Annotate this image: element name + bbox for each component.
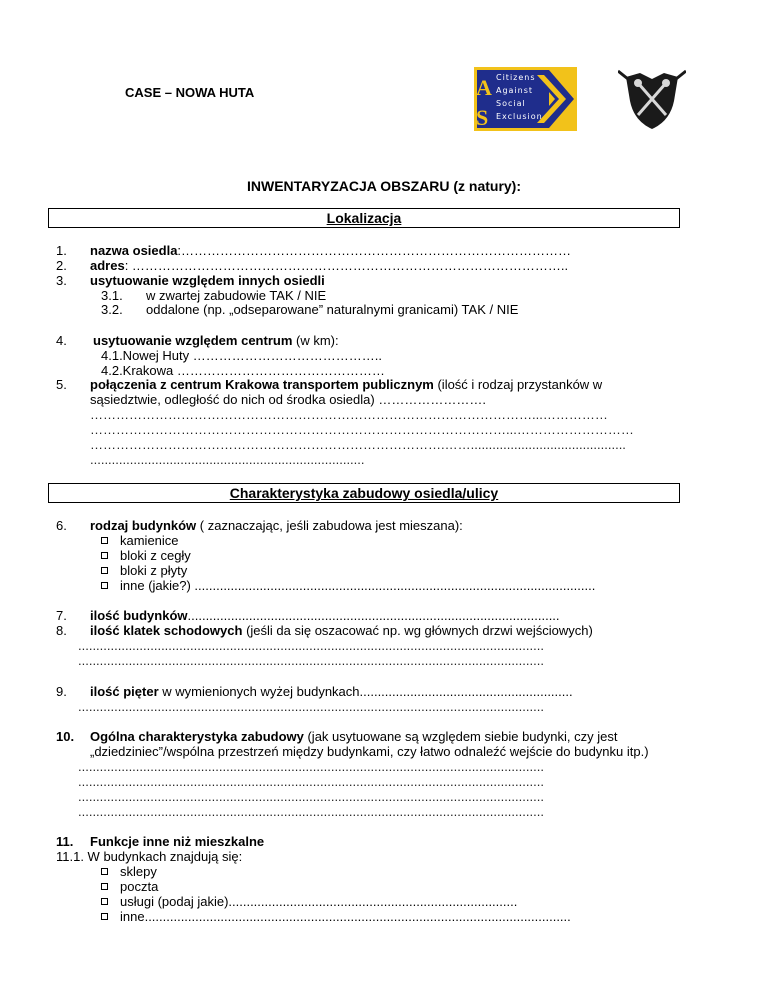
logo-word: Exclusion bbox=[496, 112, 543, 121]
checkbox-icon[interactable] bbox=[101, 868, 108, 875]
checkbox-option[interactable]: poczta bbox=[101, 879, 158, 894]
answer-line: ……………………………………………………………………………………...……………………… bbox=[90, 422, 634, 437]
section-header-lokalizacja: Lokalizacja bbox=[48, 208, 680, 228]
case-logo bbox=[474, 67, 577, 131]
answer-line: …………………………………………………………………………………………...…………… bbox=[90, 407, 608, 422]
logo-word: Social bbox=[496, 99, 526, 108]
crest-icon bbox=[618, 67, 686, 133]
subitem-krakow: 4.2.Krakowa ………………………………………… bbox=[101, 363, 385, 378]
subitem-nowa-huta: 4.1.Nowej Huty …………………………………….. bbox=[101, 348, 382, 363]
item-number: 1. bbox=[56, 243, 67, 258]
case-title: CASE – NOWA HUTA bbox=[125, 85, 255, 100]
item-funkcje: Funkcje inne niż mieszkalne bbox=[90, 834, 265, 849]
main-title: INWENTARYZACJA OBSZARU (z natury): bbox=[246, 178, 522, 194]
answer-line: ................................................................................................................................. bbox=[78, 804, 544, 819]
item-usytuowanie-centrum: usytuowanie względem centrum (w km): bbox=[93, 333, 339, 348]
svg-text:A: A bbox=[476, 75, 492, 100]
checkbox-option[interactable]: inne...................................................................................................................... bbox=[101, 909, 571, 924]
item-number: 8. bbox=[56, 623, 67, 638]
item-ogolna-line2: „dziedziniec”/wspólna przestrzeń między budynkami, czy łatwo odnaleźć wejście do budynku itp.) bbox=[90, 744, 649, 759]
item-number: 10. bbox=[56, 729, 75, 744]
item-rodzaj-budynkow: rodzaj budynków ( zaznaczając, jeśli zabudowa jest mieszana): bbox=[90, 518, 463, 533]
answer-line: ……………………………………………………………………….……........................................... bbox=[90, 437, 626, 452]
item-nazwa-osiedla: nazwa osiedla:……………………………………………………………………………… bbox=[90, 243, 572, 258]
subitem-oddalone: oddalone (np. „odseparowane” naturalnymi granicami) TAK / NIE bbox=[146, 302, 519, 317]
item-ilosc-budynkow: ilość budynków....................................................................................................... bbox=[90, 608, 560, 623]
subitem-zwarta-zabudowa: w zwartej zabudowie TAK / NIE bbox=[146, 288, 327, 303]
subitem-w-budynkach: 11.1. W budynkach znajdują się: bbox=[56, 849, 243, 864]
checkbox-option[interactable]: usługi (podaj jakie)................................................................................ bbox=[101, 894, 517, 909]
item-polaczenia-line2: sąsiedztwie, odległość do nich od środka osiedla) ……………………. bbox=[90, 392, 486, 407]
checkbox-icon[interactable] bbox=[101, 913, 108, 920]
item-ilosc-pieter: ilość pięter w wymienionych wyżej budynkach........................................................... bbox=[90, 684, 573, 699]
checkbox-icon[interactable] bbox=[101, 552, 108, 559]
answer-line: ............................................................................ bbox=[90, 452, 365, 467]
subitem-number: 3.2. bbox=[101, 302, 123, 317]
item-number: 11. bbox=[56, 834, 74, 849]
logo-word: Against bbox=[496, 86, 534, 95]
item-number: 4. bbox=[56, 333, 67, 348]
checkbox-icon[interactable] bbox=[101, 898, 108, 905]
item-adres: adres: ……………………………………………………………………………………….. bbox=[90, 258, 569, 273]
logo-word: Citizens bbox=[496, 73, 536, 82]
checkbox-option[interactable]: bloki z płyty bbox=[101, 563, 187, 578]
item-number: 9. bbox=[56, 684, 67, 699]
subitem-number: 3.1. bbox=[101, 288, 123, 303]
item-number: 2. bbox=[56, 258, 67, 273]
checkbox-icon[interactable] bbox=[101, 567, 108, 574]
checkbox-option[interactable]: bloki z cegły bbox=[101, 548, 191, 563]
item-number: 3. bbox=[56, 273, 67, 288]
item-usytuowanie-osiedli: usytuowanie względem innych osiedli bbox=[90, 273, 325, 288]
checkbox-option[interactable]: kamienice bbox=[101, 533, 179, 548]
item-ilosc-klatek: ilość klatek schodowych (jeśli da się oszacować np. wg głównych drzwi wejściowych) bbox=[90, 623, 593, 638]
answer-line: ................................................................................................................................. bbox=[78, 774, 544, 789]
checkbox-icon[interactable] bbox=[101, 883, 108, 890]
item-number: 6. bbox=[56, 518, 67, 533]
checkbox-option[interactable]: sklepy bbox=[101, 864, 157, 879]
checkbox-icon[interactable] bbox=[101, 582, 108, 589]
item-number: 5. bbox=[56, 377, 67, 392]
item-ogolna-charakterystyka: Ogólna charakterystyka zabudowy (jak usytuowane są względem siebie budynki, czy jest bbox=[90, 729, 618, 744]
checkbox-icon[interactable] bbox=[101, 537, 108, 544]
section-header-zabudowa: Charakterystyka zabudowy osiedla/ulicy bbox=[48, 483, 680, 503]
answer-line: ................................................................................................................................. bbox=[78, 653, 544, 668]
item-number: 7. bbox=[56, 608, 67, 623]
answer-line: ................................................................................................................................. bbox=[78, 789, 544, 804]
answer-line: ................................................................................................................................. bbox=[78, 759, 544, 774]
answer-line: ................................................................................................................................. bbox=[78, 638, 544, 653]
checkbox-option[interactable]: inne (jakie?) ............................................................................................................... bbox=[101, 578, 595, 593]
svg-text:S: S bbox=[476, 105, 489, 130]
answer-line: ................................................................................................................................. bbox=[78, 699, 544, 714]
item-polaczenia: połączenia z centrum Krakowa transportem publicznym (ilość i rodzaj przystanków w bbox=[90, 377, 603, 392]
